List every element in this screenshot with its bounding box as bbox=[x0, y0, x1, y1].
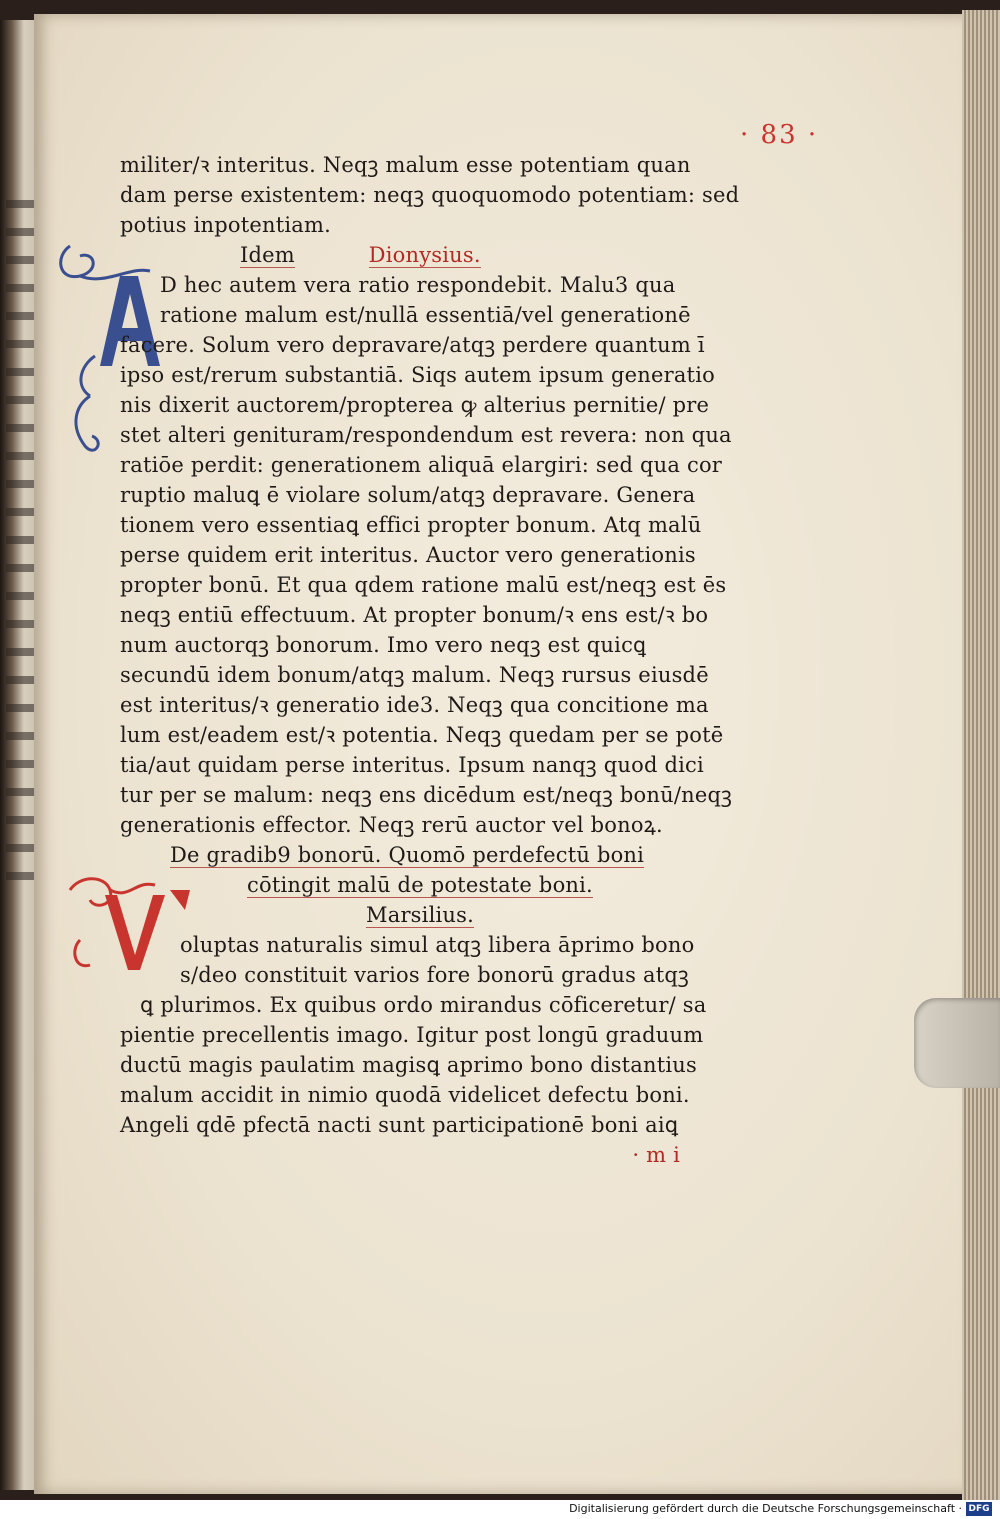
text-line: nis dixerit auctorem/propterea ꝙ alterius pernitie/ pre bbox=[120, 393, 710, 417]
heading-gradibus-1: De gradib9 bonorū. Quomō perdefectū boni bbox=[170, 843, 645, 867]
heading-gradibus-2: cōtingit malū de potestate boni. bbox=[247, 873, 593, 897]
text-line: pientie precellentis imago. Igitur post longū graduum bbox=[120, 1023, 704, 1047]
page-edges bbox=[962, 10, 1000, 1500]
text-line: generationis effector. Neqꝫ rerū auctor vel bonoꝝ. bbox=[120, 813, 663, 837]
text-line: neqꝫ entiū effectuum. At propter bonum/ꝛ ens est/ꝛ bo bbox=[120, 603, 709, 627]
heading-row bbox=[120, 900, 720, 930]
text-line: stet alteri genituram/respondendum est revera: non qua bbox=[120, 423, 732, 447]
heading-row bbox=[120, 840, 720, 870]
text-line: dam perse existentem: neqꝫ quoquomodo potentiam: sed bbox=[120, 183, 740, 207]
text-line: potius inpotentiam. bbox=[120, 213, 332, 237]
text-line: secundū idem bonum/atqꝫ malum. Neqꝫ rursus eiusdē bbox=[120, 663, 709, 687]
text-line: militer/ꝛ interitus. Neqꝫ malum esse potentiam quan bbox=[120, 153, 691, 177]
footer-credit: Digitalisierung gefördert durch die Deutsche Forschungsgemeinschaft · bbox=[569, 1502, 962, 1515]
heading-dionysius: Dionysius. bbox=[368, 243, 481, 267]
dfg-logo: DFG bbox=[966, 1502, 992, 1516]
signature-mark: · m i bbox=[632, 1143, 680, 1167]
text-line: num auctorqꝫ bonorum. Imo vero neqꝫ est quicꝗ bbox=[120, 633, 647, 657]
text-line: lum est/eadem est/ꝛ potentia. Neqꝫ quedam per se potē bbox=[120, 723, 724, 747]
text-line: propter bonū. Et qua qdem ratione malū est/neqꝫ est ēs bbox=[120, 573, 727, 597]
text-line: ꝗ plurimos. Ex quibus ordo mirandus cōficeretur/ sa bbox=[140, 993, 707, 1017]
text-line: tionem vero essentiaꝗ effici propter bonum. Atq malū bbox=[120, 513, 702, 537]
heading-idem: Idem bbox=[240, 243, 295, 267]
text-line: ruptio maluꝗ ē violare solum/atqꝫ depravare. Genera bbox=[120, 483, 696, 507]
text-line: D hec autem vera ratio respondebit. Malu3 qua bbox=[160, 273, 676, 297]
text-line: ductū magis paulatim magisꝗ aprimo bono distantius bbox=[120, 1053, 698, 1077]
text-line: ratione malum est/nullā essentiā/vel generationē bbox=[160, 303, 691, 327]
heading-marsilius: Marsilius. bbox=[366, 903, 474, 927]
text-line: facere. Solum vero depravare/atqꝫ perdere quantum ī bbox=[120, 333, 705, 357]
text-line: est interitus/ꝛ generatio ide3. Neqꝫ qua concitione ma bbox=[120, 693, 709, 717]
text-line: ratiōe perdit: generationem aliquā elargiri: sed qua cor bbox=[120, 453, 723, 477]
signature-row bbox=[120, 1140, 720, 1170]
heading-row bbox=[120, 870, 720, 900]
text-line: oluptas naturalis simul atqꝫ libera āprimo bono bbox=[180, 933, 695, 957]
text-line: ipso est/rerum substantiā. Siqs autem ipsum generatio bbox=[120, 363, 715, 387]
heading-row bbox=[120, 240, 720, 270]
left-page-text-fragment bbox=[6, 200, 36, 900]
footer-bar bbox=[0, 1500, 1000, 1519]
text-line: malum accidit in nimio quodā videlicet defectu boni. bbox=[120, 1083, 690, 1107]
text-line: tia/aut quidam perse interitus. Ipsum nanqꝫ quod dici bbox=[120, 753, 704, 777]
text-line: tur per se malum: neqꝫ ens dicēdum est/neqꝫ bonū/neqꝫ bbox=[120, 783, 733, 807]
text-line: s/deo constituit varios fore bonorū gradus atqꝫ bbox=[180, 963, 689, 987]
text-line: perse quidem erit interitus. Auctor vero generationis bbox=[120, 543, 696, 567]
folio-number: · 83 · bbox=[740, 120, 819, 150]
text-line: Angeli qdē pfectā nacti sunt participationē boni aiꝗ bbox=[120, 1113, 679, 1137]
book-clasp bbox=[914, 998, 1000, 1088]
text-block bbox=[120, 150, 740, 1170]
